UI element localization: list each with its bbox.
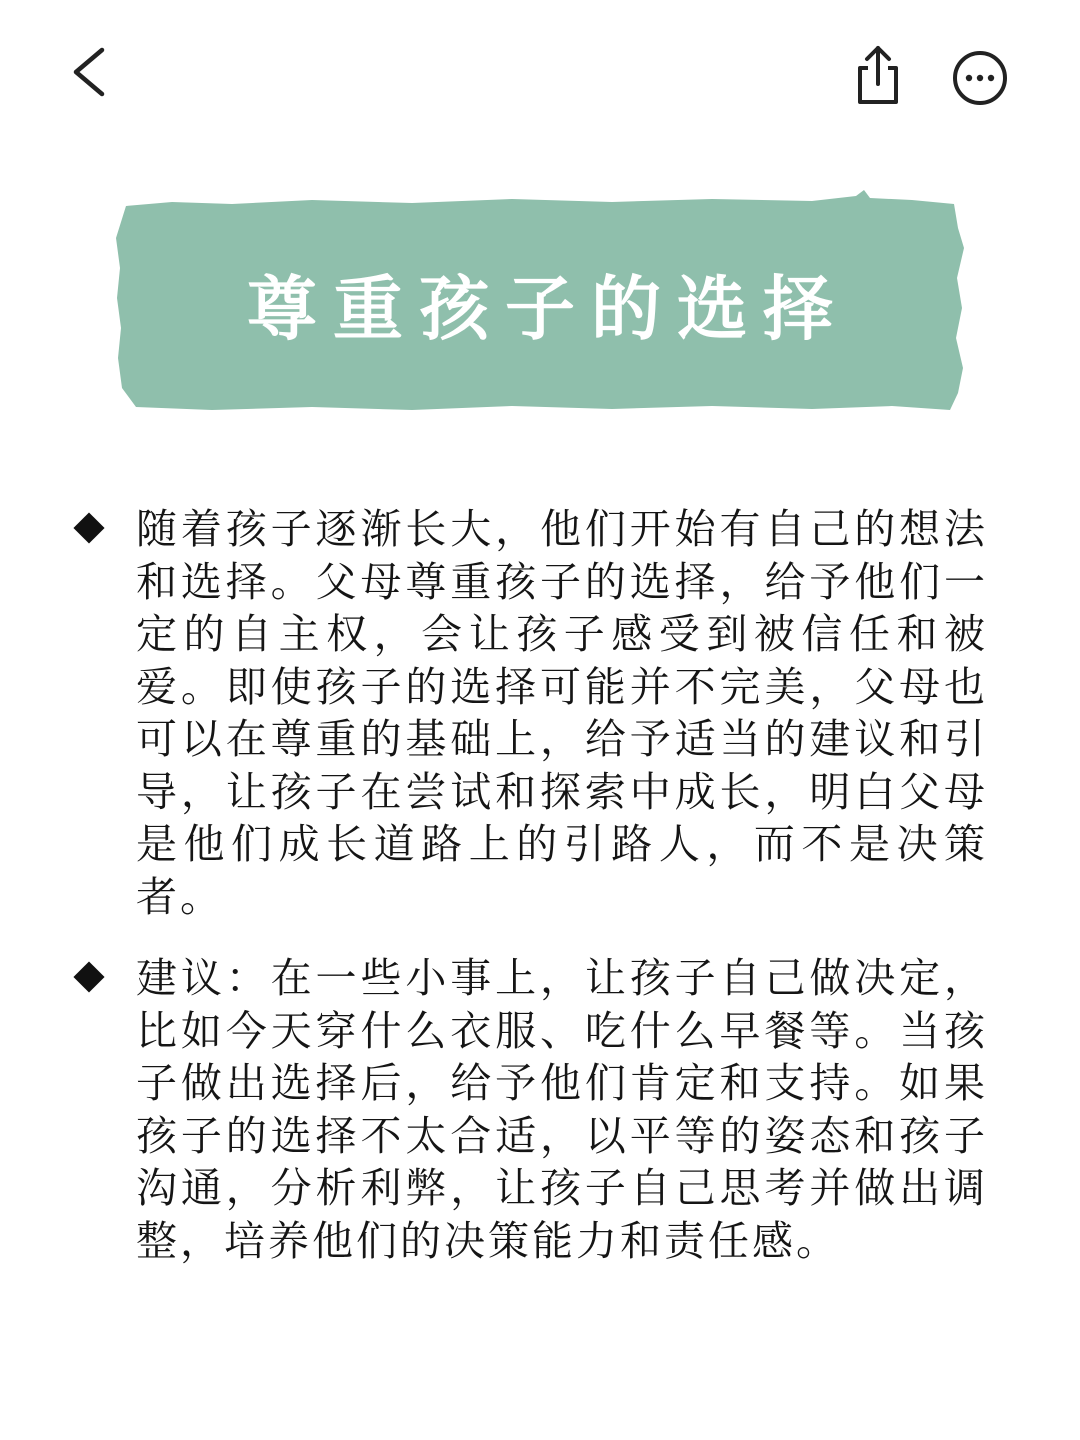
top-navigation-bar bbox=[0, 0, 1080, 150]
more-button[interactable] bbox=[948, 46, 1012, 110]
diamond-bullet-icon bbox=[73, 512, 104, 543]
bullet-text: 随着孩子逐渐长大，他们开始有自己的想法和选择。父母尊重孩子的选择，给予他们一定的自主权，会让孩子感受到被信任和被爱。即使孩子的选择可能并不完美，父母也可以在尊重的基础上，给予适当的建议和引导，让孩子在尝试和探索中成长，明白父母是他们成长道路上的引路人，而不是决策者。 bbox=[136, 505, 988, 921]
diamond-bullet-icon bbox=[73, 961, 104, 992]
more-icon bbox=[948, 46, 1012, 110]
bullet-text: 建议：在一些小事上，让孩子自己做决定，比如今天穿什么衣服、吃什么早餐等。当孩子做出选择后，给予他们肯定和支持。如果孩子的选择不太合适，以平等的姿态和孩子沟通，分析利弊，让孩子自己思考并做出调整，培养他们的决策能力和责任感。 bbox=[136, 954, 988, 1265]
page-title: 尊重孩子的选择 bbox=[247, 267, 849, 350]
chevron-left-icon bbox=[62, 42, 118, 102]
share-icon bbox=[848, 42, 908, 108]
back-button[interactable] bbox=[62, 42, 118, 102]
title-banner bbox=[112, 188, 968, 418]
share-button[interactable] bbox=[848, 42, 908, 108]
